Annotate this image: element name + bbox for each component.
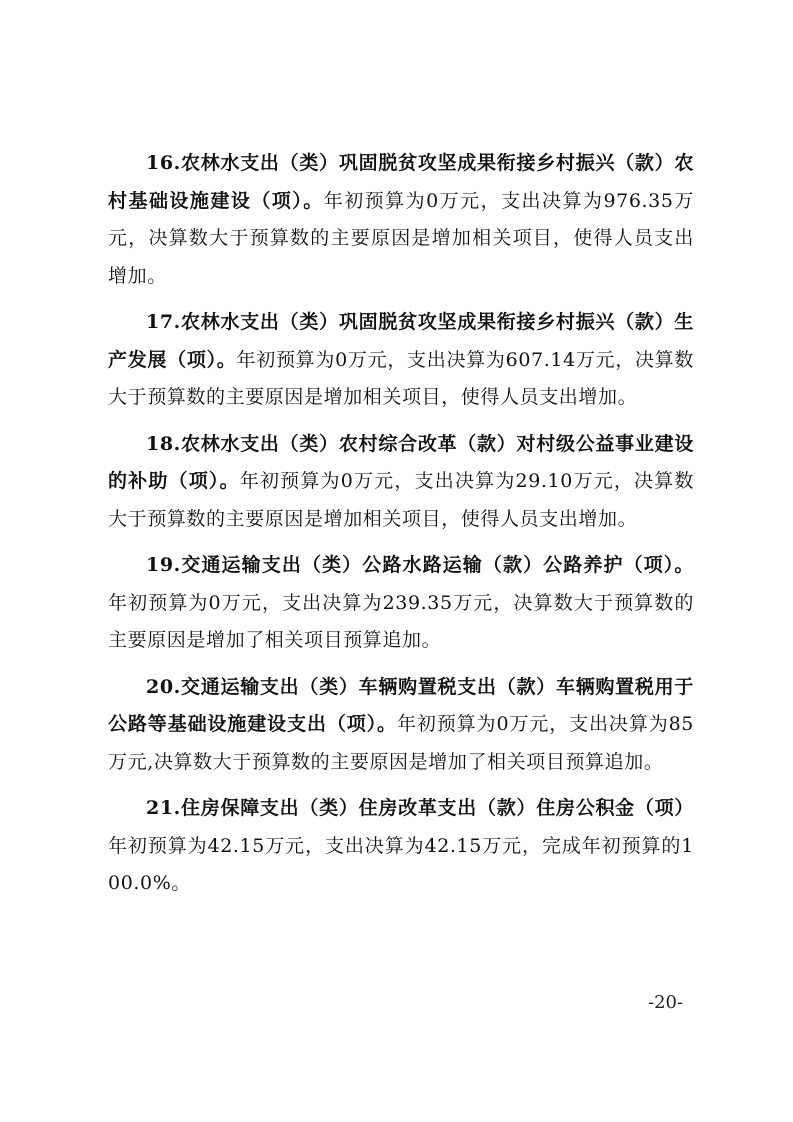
paragraph-16-heading: 16.农林水支出（类）巩固脱贫攻坚成果衔接乡村振兴（款）农村基础设施建设（项）。 xyxy=(108,152,694,212)
paragraph-18-heading: 18.农林水支出（类）农村综合改革（款）对村级公益事业建设的补助（项）。 xyxy=(108,432,694,492)
paragraph-17-heading: 17.农林水支出（类）巩固脱贫攻坚成果衔接乡村振兴（款）生产发展（项）。 xyxy=(108,311,694,371)
paragraph-20-body: 年初预算为0万元，支出决算为85万元,决算数大于预算数的主要原因是增加了相关项目预算追加。 xyxy=(108,713,694,773)
paragraph-20 xyxy=(108,669,694,782)
paragraph-19 xyxy=(108,547,694,660)
paragraph-17 xyxy=(108,304,694,417)
paragraph-19-body: 年初预算为0万元，支出决算为239.35万元，决算数大于预算数的主要原因是增加了相关项目预算追加。 xyxy=(108,591,694,651)
paragraph-21 xyxy=(108,790,694,903)
document-body xyxy=(108,145,694,912)
paragraph-16 xyxy=(108,145,694,295)
paragraph-20-heading: 20.交通运输支出（类）车辆购置税支出（款）车辆购置税用于公路等基础设施建设支出（项）。 xyxy=(108,675,694,735)
paragraph-21-body: 年初预算为42.15万元，支出决算为42.15万元，完成年初预算的100.0%。 xyxy=(108,834,694,894)
paragraph-18-body: 年初预算为0万元，支出决算为29.10万元，决算数大于预算数的主要原因是增加相关项目，使得人员支出增加。 xyxy=(108,470,695,530)
paragraph-16-body: 年初预算为0万元，支出决算为976.35万元，决算数大于预算数的主要原因是增加相关项目，使得人员支出增加。 xyxy=(108,189,694,287)
paragraph-17-body: 年初预算为0万元，支出决算为607.14万元，决算数大于预算数的主要原因是增加相关项目，使得人员支出增加。 xyxy=(108,348,695,408)
paragraph-19-heading: 19.交通运输支出（类）公路水路运输（款）公路养护（项）。 xyxy=(146,554,694,576)
page-number: -20- xyxy=(648,992,684,1013)
paragraph-21-heading: 21.住房保障支出（类）住房改革支出（款）住房公积金（项） xyxy=(146,797,694,819)
paragraph-18 xyxy=(108,426,694,539)
